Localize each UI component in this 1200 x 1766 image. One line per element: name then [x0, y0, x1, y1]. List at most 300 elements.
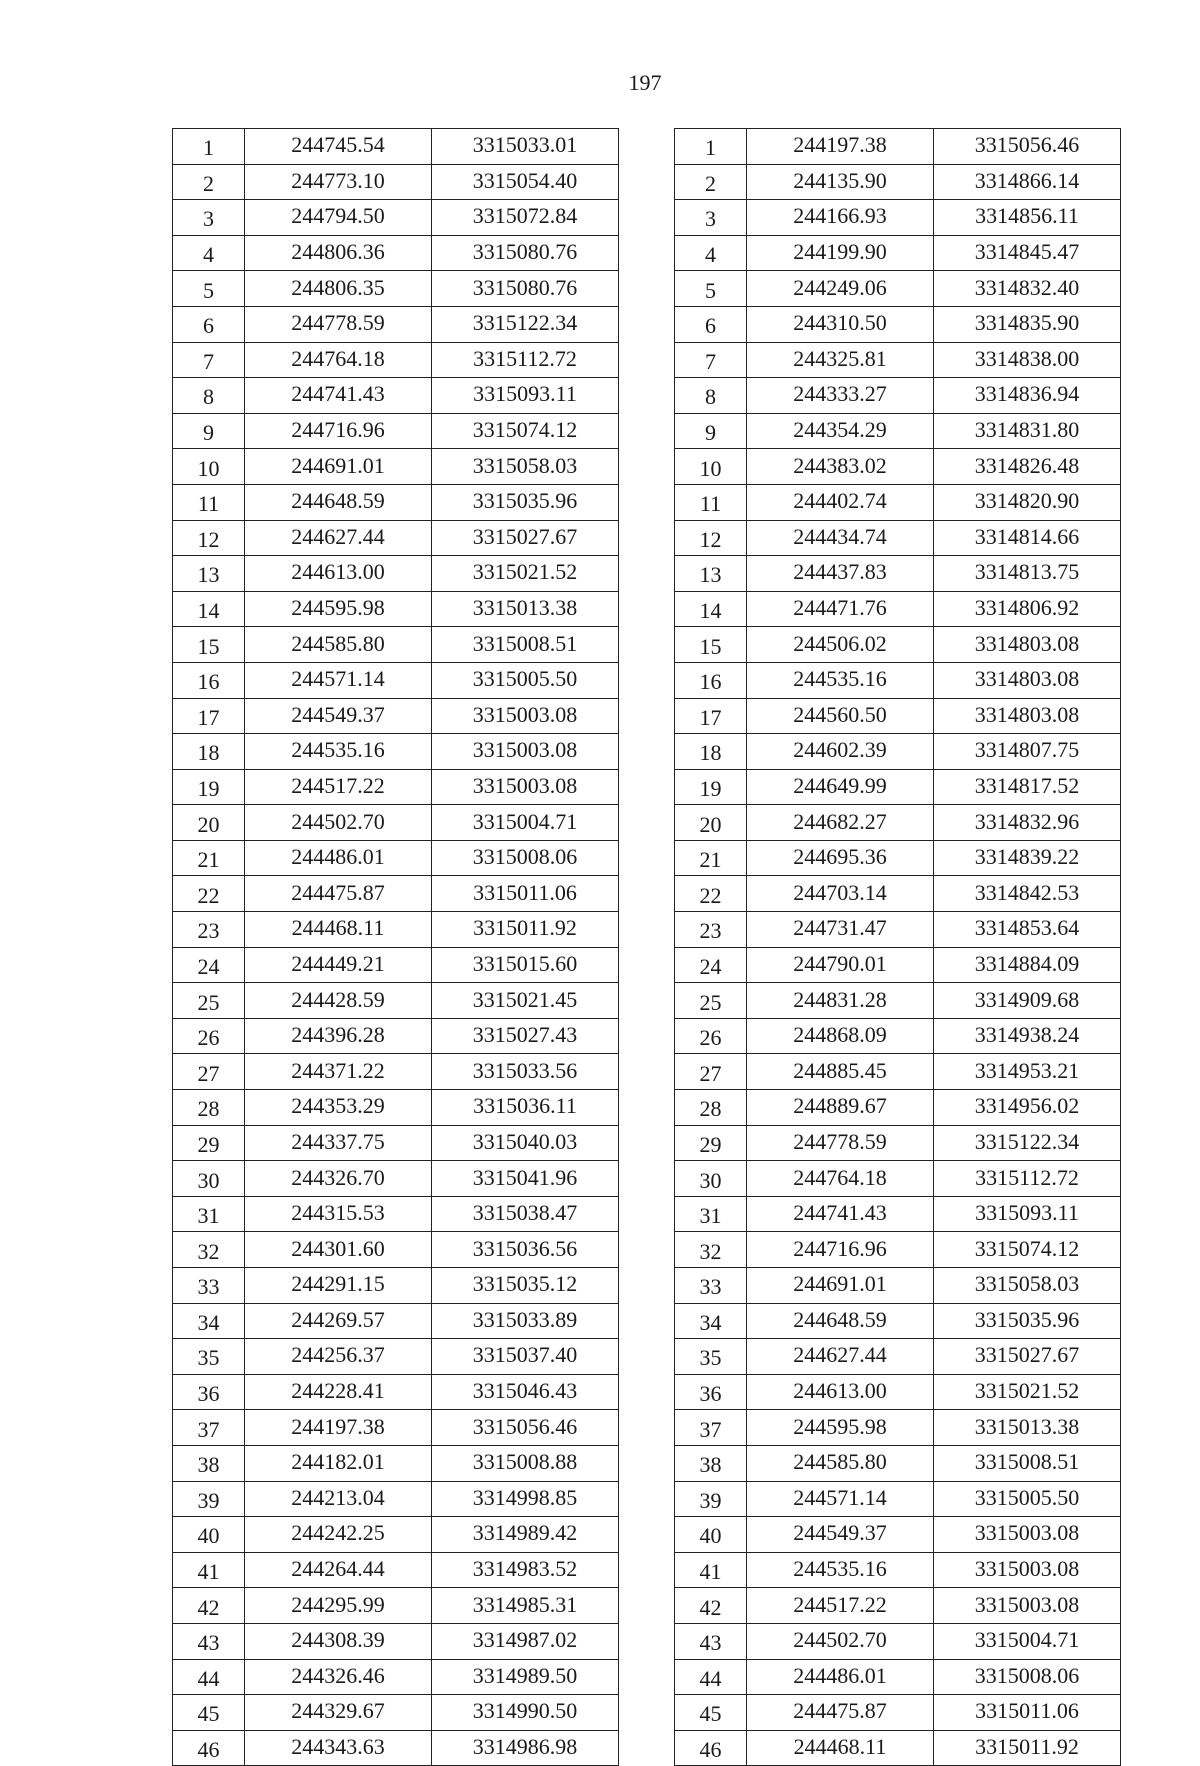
right-x-coordinate-cell: 244437.83	[747, 556, 934, 592]
left-x-coordinate-cell: 244535.16	[245, 734, 432, 770]
right-y-coordinate-cell: 3314814.66	[934, 520, 1121, 556]
right-x-coordinate-cell: 244613.00	[747, 1374, 934, 1410]
coordinates-table	[172, 128, 1121, 1766]
left-point-number-cell: 9	[173, 413, 245, 449]
left-point-number-cell: 10	[173, 449, 245, 485]
left-point-number-cell: 3	[173, 200, 245, 236]
left-point-number-cell: 36	[173, 1374, 245, 1410]
table-row	[173, 1018, 1121, 1054]
right-x-coordinate-cell: 244868.09	[747, 1018, 934, 1054]
right-point-number-cell: 45	[675, 1695, 747, 1731]
right-y-coordinate-cell: 3314839.22	[934, 840, 1121, 876]
left-point-number-cell: 12	[173, 520, 245, 556]
left-y-coordinate-cell: 3315021.52	[432, 556, 619, 592]
right-point-number-cell: 3	[675, 200, 747, 236]
table-row	[173, 1481, 1121, 1517]
left-y-coordinate-cell: 3315074.12	[432, 413, 619, 449]
column-gap	[619, 734, 675, 770]
left-point-number-cell: 29	[173, 1125, 245, 1161]
table-row	[173, 1695, 1121, 1731]
table-row	[173, 627, 1121, 663]
column-gap	[619, 271, 675, 307]
left-x-coordinate-cell: 244396.28	[245, 1018, 432, 1054]
left-y-coordinate-cell: 3314987.02	[432, 1623, 619, 1659]
right-x-coordinate-cell: 244333.27	[747, 378, 934, 414]
page-number: 197	[628, 70, 662, 95]
right-y-coordinate-cell: 3314803.08	[934, 627, 1121, 663]
right-y-coordinate-cell: 3314853.64	[934, 912, 1121, 948]
left-point-number-cell: 13	[173, 556, 245, 592]
right-y-coordinate-cell: 3314953.21	[934, 1054, 1121, 1090]
right-x-coordinate-cell: 244831.28	[747, 983, 934, 1019]
column-gap	[619, 235, 675, 271]
table-row	[173, 129, 1121, 165]
right-point-number-cell: 37	[675, 1410, 747, 1446]
table-row	[173, 449, 1121, 485]
left-point-number-cell: 38	[173, 1445, 245, 1481]
left-x-coordinate-cell: 244595.98	[245, 591, 432, 627]
right-point-number-cell: 32	[675, 1232, 747, 1268]
left-x-coordinate-cell: 244326.46	[245, 1659, 432, 1695]
right-x-coordinate-cell: 244197.38	[747, 129, 934, 165]
table-row	[173, 1730, 1121, 1766]
right-point-number-cell: 17	[675, 698, 747, 734]
left-x-coordinate-cell: 244291.15	[245, 1268, 432, 1304]
right-y-coordinate-cell: 3315003.08	[934, 1552, 1121, 1588]
right-y-coordinate-cell: 3314836.94	[934, 378, 1121, 414]
column-gap	[619, 378, 675, 414]
left-x-coordinate-cell: 244329.67	[245, 1695, 432, 1731]
left-y-coordinate-cell: 3315008.88	[432, 1445, 619, 1481]
left-y-coordinate-cell: 3314998.85	[432, 1481, 619, 1517]
column-gap	[619, 1161, 675, 1197]
column-gap	[619, 1374, 675, 1410]
left-y-coordinate-cell: 3315036.56	[432, 1232, 619, 1268]
right-x-coordinate-cell: 244885.45	[747, 1054, 934, 1090]
column-gap	[619, 1196, 675, 1232]
right-y-coordinate-cell: 3314866.14	[934, 164, 1121, 200]
right-x-coordinate-cell: 244249.06	[747, 271, 934, 307]
right-point-number-cell: 8	[675, 378, 747, 414]
right-y-coordinate-cell: 3314832.96	[934, 805, 1121, 841]
left-point-number-cell: 11	[173, 484, 245, 520]
table-row	[173, 947, 1121, 983]
right-point-number-cell: 21	[675, 840, 747, 876]
left-point-number-cell: 16	[173, 662, 245, 698]
table-row	[173, 734, 1121, 770]
table-row	[173, 378, 1121, 414]
right-y-coordinate-cell: 3314909.68	[934, 983, 1121, 1019]
table-row	[173, 520, 1121, 556]
column-gap	[619, 912, 675, 948]
left-point-number-cell: 43	[173, 1623, 245, 1659]
right-y-coordinate-cell: 3315074.12	[934, 1232, 1121, 1268]
right-x-coordinate-cell: 244560.50	[747, 698, 934, 734]
left-x-coordinate-cell: 244794.50	[245, 200, 432, 236]
column-gap	[619, 769, 675, 805]
left-point-number-cell: 15	[173, 627, 245, 663]
right-y-coordinate-cell: 3315027.67	[934, 1339, 1121, 1375]
column-gap	[619, 1623, 675, 1659]
right-point-number-cell: 29	[675, 1125, 747, 1161]
left-y-coordinate-cell: 3315038.47	[432, 1196, 619, 1232]
left-y-coordinate-cell: 3315027.67	[432, 520, 619, 556]
left-point-number-cell: 6	[173, 306, 245, 342]
left-point-number-cell: 28	[173, 1090, 245, 1126]
right-point-number-cell: 40	[675, 1517, 747, 1553]
column-gap	[619, 1588, 675, 1624]
right-y-coordinate-cell: 3315021.52	[934, 1374, 1121, 1410]
right-y-coordinate-cell: 3315008.51	[934, 1445, 1121, 1481]
left-point-number-cell: 40	[173, 1517, 245, 1553]
left-point-number-cell: 33	[173, 1268, 245, 1304]
column-gap	[619, 805, 675, 841]
right-y-coordinate-cell: 3315011.06	[934, 1695, 1121, 1731]
table-row	[173, 484, 1121, 520]
right-y-coordinate-cell: 3314803.08	[934, 662, 1121, 698]
right-x-coordinate-cell: 244471.76	[747, 591, 934, 627]
right-point-number-cell: 42	[675, 1588, 747, 1624]
left-x-coordinate-cell: 244449.21	[245, 947, 432, 983]
right-point-number-cell: 34	[675, 1303, 747, 1339]
right-x-coordinate-cell: 244310.50	[747, 306, 934, 342]
right-x-coordinate-cell: 244383.02	[747, 449, 934, 485]
left-y-coordinate-cell: 3314983.52	[432, 1552, 619, 1588]
right-y-coordinate-cell: 3314831.80	[934, 413, 1121, 449]
left-point-number-cell: 5	[173, 271, 245, 307]
right-point-number-cell: 12	[675, 520, 747, 556]
left-y-coordinate-cell: 3315072.84	[432, 200, 619, 236]
right-point-number-cell: 38	[675, 1445, 747, 1481]
right-x-coordinate-cell: 244595.98	[747, 1410, 934, 1446]
left-y-coordinate-cell: 3315058.03	[432, 449, 619, 485]
left-point-number-cell: 27	[173, 1054, 245, 1090]
right-point-number-cell: 20	[675, 805, 747, 841]
right-y-coordinate-cell: 3315035.96	[934, 1303, 1121, 1339]
left-point-number-cell: 22	[173, 876, 245, 912]
right-point-number-cell: 13	[675, 556, 747, 592]
right-y-coordinate-cell: 3314956.02	[934, 1090, 1121, 1126]
table-row	[173, 235, 1121, 271]
right-x-coordinate-cell: 244648.59	[747, 1303, 934, 1339]
left-x-coordinate-cell: 244182.01	[245, 1445, 432, 1481]
left-x-coordinate-cell: 244773.10	[245, 164, 432, 200]
left-point-number-cell: 45	[173, 1695, 245, 1731]
right-x-coordinate-cell: 244731.47	[747, 912, 934, 948]
table-row	[173, 769, 1121, 805]
left-point-number-cell: 20	[173, 805, 245, 841]
right-x-coordinate-cell: 244585.80	[747, 1445, 934, 1481]
column-gap	[619, 1018, 675, 1054]
right-y-coordinate-cell: 3315112.72	[934, 1161, 1121, 1197]
right-y-coordinate-cell: 3314856.11	[934, 200, 1121, 236]
left-y-coordinate-cell: 3315033.01	[432, 129, 619, 165]
left-y-coordinate-cell: 3315011.06	[432, 876, 619, 912]
right-y-coordinate-cell: 3314807.75	[934, 734, 1121, 770]
table-row	[173, 662, 1121, 698]
left-point-number-cell: 19	[173, 769, 245, 805]
right-point-number-cell: 39	[675, 1481, 747, 1517]
column-gap	[619, 449, 675, 485]
left-y-coordinate-cell: 3315003.08	[432, 698, 619, 734]
left-y-coordinate-cell: 3315004.71	[432, 805, 619, 841]
column-gap	[619, 1268, 675, 1304]
left-y-coordinate-cell: 3315046.43	[432, 1374, 619, 1410]
right-point-number-cell: 18	[675, 734, 747, 770]
right-x-coordinate-cell: 244571.14	[747, 1481, 934, 1517]
left-x-coordinate-cell: 244326.70	[245, 1161, 432, 1197]
left-x-coordinate-cell: 244517.22	[245, 769, 432, 805]
column-gap	[619, 1090, 675, 1126]
left-y-coordinate-cell: 3315008.51	[432, 627, 619, 663]
right-y-coordinate-cell: 3314806.92	[934, 591, 1121, 627]
left-y-coordinate-cell: 3315054.40	[432, 164, 619, 200]
left-point-number-cell: 34	[173, 1303, 245, 1339]
left-x-coordinate-cell: 244315.53	[245, 1196, 432, 1232]
right-x-coordinate-cell: 244535.16	[747, 662, 934, 698]
right-y-coordinate-cell: 3314838.00	[934, 342, 1121, 378]
table-row	[173, 1339, 1121, 1375]
left-point-number-cell: 24	[173, 947, 245, 983]
left-point-number-cell: 31	[173, 1196, 245, 1232]
left-x-coordinate-cell: 244213.04	[245, 1481, 432, 1517]
left-point-number-cell: 42	[173, 1588, 245, 1624]
left-y-coordinate-cell: 3315003.08	[432, 734, 619, 770]
right-point-number-cell: 27	[675, 1054, 747, 1090]
left-x-coordinate-cell: 244571.14	[245, 662, 432, 698]
right-y-coordinate-cell: 3314826.48	[934, 449, 1121, 485]
table-row	[173, 805, 1121, 841]
left-point-number-cell: 26	[173, 1018, 245, 1054]
column-gap	[619, 983, 675, 1019]
left-x-coordinate-cell: 244428.59	[245, 983, 432, 1019]
left-point-number-cell: 39	[173, 1481, 245, 1517]
left-x-coordinate-cell: 244741.43	[245, 378, 432, 414]
left-point-number-cell: 35	[173, 1339, 245, 1375]
right-x-coordinate-cell: 244135.90	[747, 164, 934, 200]
left-x-coordinate-cell: 244806.36	[245, 235, 432, 271]
left-y-coordinate-cell: 3315005.50	[432, 662, 619, 698]
right-x-coordinate-cell: 244691.01	[747, 1268, 934, 1304]
right-point-number-cell: 24	[675, 947, 747, 983]
left-point-number-cell: 30	[173, 1161, 245, 1197]
right-y-coordinate-cell: 3315122.34	[934, 1125, 1121, 1161]
right-y-coordinate-cell: 3314884.09	[934, 947, 1121, 983]
left-y-coordinate-cell: 3315027.43	[432, 1018, 619, 1054]
right-point-number-cell: 11	[675, 484, 747, 520]
right-point-number-cell: 15	[675, 627, 747, 663]
left-point-number-cell: 1	[173, 129, 245, 165]
table-row	[173, 876, 1121, 912]
right-y-coordinate-cell: 3315003.08	[934, 1588, 1121, 1624]
column-gap	[619, 698, 675, 734]
right-x-coordinate-cell: 244790.01	[747, 947, 934, 983]
column-gap	[619, 1303, 675, 1339]
left-y-coordinate-cell: 3315035.12	[432, 1268, 619, 1304]
right-point-number-cell: 36	[675, 1374, 747, 1410]
right-x-coordinate-cell: 244535.16	[747, 1552, 934, 1588]
column-gap	[619, 1481, 675, 1517]
right-x-coordinate-cell: 244434.74	[747, 520, 934, 556]
left-x-coordinate-cell: 244502.70	[245, 805, 432, 841]
column-gap	[619, 1339, 675, 1375]
right-point-number-cell: 25	[675, 983, 747, 1019]
left-y-coordinate-cell: 3314985.31	[432, 1588, 619, 1624]
left-x-coordinate-cell: 244308.39	[245, 1623, 432, 1659]
table-row	[173, 1588, 1121, 1624]
right-point-number-cell: 1	[675, 129, 747, 165]
left-point-number-cell: 41	[173, 1552, 245, 1588]
left-y-coordinate-cell: 3314990.50	[432, 1695, 619, 1731]
left-y-coordinate-cell: 3315093.11	[432, 378, 619, 414]
left-point-number-cell: 8	[173, 378, 245, 414]
column-gap	[619, 1730, 675, 1766]
column-gap	[619, 306, 675, 342]
left-point-number-cell: 23	[173, 912, 245, 948]
column-gap	[619, 662, 675, 698]
left-x-coordinate-cell: 244468.11	[245, 912, 432, 948]
left-x-coordinate-cell: 244549.37	[245, 698, 432, 734]
right-point-number-cell: 16	[675, 662, 747, 698]
right-x-coordinate-cell: 244199.90	[747, 235, 934, 271]
right-point-number-cell: 6	[675, 306, 747, 342]
table-row	[173, 1374, 1121, 1410]
right-point-number-cell: 31	[675, 1196, 747, 1232]
table-row	[173, 1303, 1121, 1339]
right-point-number-cell: 9	[675, 413, 747, 449]
left-x-coordinate-cell: 244256.37	[245, 1339, 432, 1375]
column-gap	[619, 840, 675, 876]
coordinates-table-body	[173, 129, 1121, 1766]
left-x-coordinate-cell: 244475.87	[245, 876, 432, 912]
left-x-coordinate-cell: 244806.35	[245, 271, 432, 307]
right-y-coordinate-cell: 3314817.52	[934, 769, 1121, 805]
table-row	[173, 1268, 1121, 1304]
right-x-coordinate-cell: 244475.87	[747, 1695, 934, 1731]
left-x-coordinate-cell: 244778.59	[245, 306, 432, 342]
right-point-number-cell: 43	[675, 1623, 747, 1659]
left-y-coordinate-cell: 3315036.11	[432, 1090, 619, 1126]
left-x-coordinate-cell: 244228.41	[245, 1374, 432, 1410]
column-gap	[619, 1445, 675, 1481]
left-y-coordinate-cell: 3314989.50	[432, 1659, 619, 1695]
right-point-number-cell: 10	[675, 449, 747, 485]
left-x-coordinate-cell: 244343.63	[245, 1730, 432, 1766]
left-y-coordinate-cell: 3315033.56	[432, 1054, 619, 1090]
table-row	[173, 1054, 1121, 1090]
left-x-coordinate-cell: 244613.00	[245, 556, 432, 592]
right-point-number-cell: 19	[675, 769, 747, 805]
left-x-coordinate-cell: 244353.29	[245, 1090, 432, 1126]
left-y-coordinate-cell: 3315056.46	[432, 1410, 619, 1446]
column-gap	[619, 342, 675, 378]
table-row	[173, 1659, 1121, 1695]
right-x-coordinate-cell: 244778.59	[747, 1125, 934, 1161]
column-gap	[619, 627, 675, 663]
right-x-coordinate-cell: 244354.29	[747, 413, 934, 449]
right-x-coordinate-cell: 244502.70	[747, 1623, 934, 1659]
table-row	[173, 1196, 1121, 1232]
column-gap	[619, 1125, 675, 1161]
right-x-coordinate-cell: 244716.96	[747, 1232, 934, 1268]
left-y-coordinate-cell: 3315008.06	[432, 840, 619, 876]
left-x-coordinate-cell: 244691.01	[245, 449, 432, 485]
column-gap	[619, 1552, 675, 1588]
right-y-coordinate-cell: 3315056.46	[934, 129, 1121, 165]
left-x-coordinate-cell: 244269.57	[245, 1303, 432, 1339]
left-y-coordinate-cell: 3315080.76	[432, 235, 619, 271]
table-row	[173, 1623, 1121, 1659]
left-point-number-cell: 14	[173, 591, 245, 627]
right-y-coordinate-cell: 3315004.71	[934, 1623, 1121, 1659]
right-point-number-cell: 44	[675, 1659, 747, 1695]
right-point-number-cell: 28	[675, 1090, 747, 1126]
table-row	[173, 912, 1121, 948]
left-point-number-cell: 44	[173, 1659, 245, 1695]
right-point-number-cell: 23	[675, 912, 747, 948]
column-gap	[619, 947, 675, 983]
right-y-coordinate-cell: 3314842.53	[934, 876, 1121, 912]
left-x-coordinate-cell: 244745.54	[245, 129, 432, 165]
right-y-coordinate-cell: 3315093.11	[934, 1196, 1121, 1232]
table-row	[173, 983, 1121, 1019]
left-point-number-cell: 17	[173, 698, 245, 734]
left-x-coordinate-cell: 244301.60	[245, 1232, 432, 1268]
right-x-coordinate-cell: 244549.37	[747, 1517, 934, 1553]
left-y-coordinate-cell: 3315011.92	[432, 912, 619, 948]
left-x-coordinate-cell: 244371.22	[245, 1054, 432, 1090]
table-row	[173, 1161, 1121, 1197]
left-y-coordinate-cell: 3315035.96	[432, 484, 619, 520]
left-y-coordinate-cell: 3315033.89	[432, 1303, 619, 1339]
left-y-coordinate-cell: 3315112.72	[432, 342, 619, 378]
left-y-coordinate-cell: 3315080.76	[432, 271, 619, 307]
left-y-coordinate-cell: 3315003.08	[432, 769, 619, 805]
right-x-coordinate-cell: 244325.81	[747, 342, 934, 378]
left-y-coordinate-cell: 3314986.98	[432, 1730, 619, 1766]
right-y-coordinate-cell: 3315058.03	[934, 1268, 1121, 1304]
column-gap	[619, 591, 675, 627]
right-y-coordinate-cell: 3315003.08	[934, 1517, 1121, 1553]
left-x-coordinate-cell: 244242.25	[245, 1517, 432, 1553]
right-y-coordinate-cell: 3314835.90	[934, 306, 1121, 342]
table-row	[173, 1552, 1121, 1588]
column-gap	[619, 484, 675, 520]
right-y-coordinate-cell: 3314813.75	[934, 556, 1121, 592]
table-row	[173, 342, 1121, 378]
left-y-coordinate-cell: 3315021.45	[432, 983, 619, 1019]
left-x-coordinate-cell: 244585.80	[245, 627, 432, 663]
column-gap	[619, 1232, 675, 1268]
left-y-coordinate-cell: 3315122.34	[432, 306, 619, 342]
right-x-coordinate-cell: 244402.74	[747, 484, 934, 520]
right-y-coordinate-cell: 3315011.92	[934, 1730, 1121, 1766]
right-x-coordinate-cell: 244703.14	[747, 876, 934, 912]
left-point-number-cell: 2	[173, 164, 245, 200]
right-x-coordinate-cell: 244682.27	[747, 805, 934, 841]
column-gap	[619, 129, 675, 165]
left-x-coordinate-cell: 244486.01	[245, 840, 432, 876]
right-point-number-cell: 14	[675, 591, 747, 627]
left-point-number-cell: 25	[173, 983, 245, 1019]
column-gap	[619, 200, 675, 236]
column-gap	[619, 1517, 675, 1553]
table-row	[173, 840, 1121, 876]
right-point-number-cell: 41	[675, 1552, 747, 1588]
table-row	[173, 591, 1121, 627]
right-x-coordinate-cell: 244695.36	[747, 840, 934, 876]
left-point-number-cell: 37	[173, 1410, 245, 1446]
